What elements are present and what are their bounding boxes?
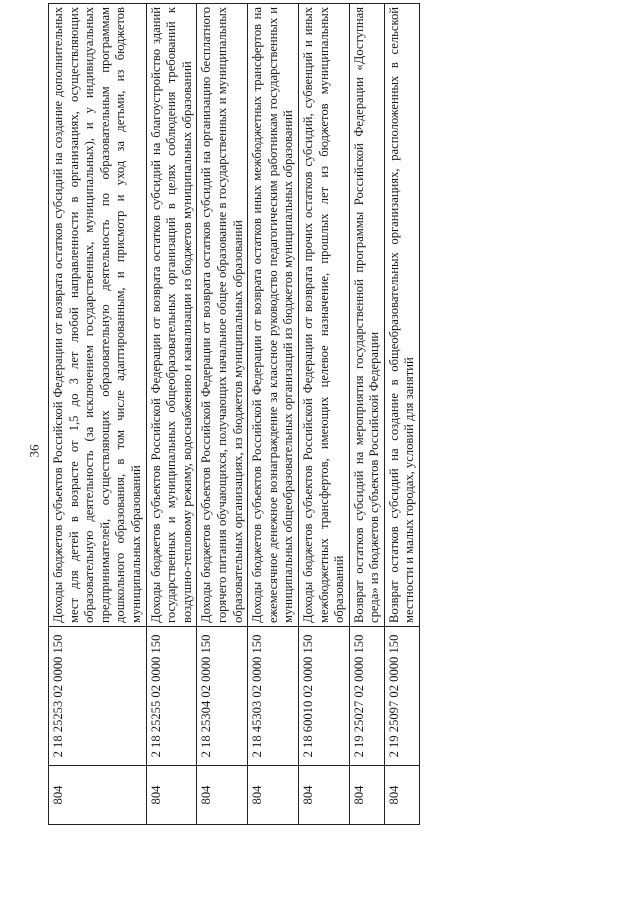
admin-code-cell: 804: [298, 766, 349, 825]
description-cell: Доходы бюджетов субъектов Российской Федерации от возврата остатков субсидий на благоустройство зданий государственных и муниципальных общеобразовательных организаций в целях соблюдения требований к воздушно-тепловому режиму, водоснабжению и канализации из бюджетов муниципальных образований: [146, 4, 197, 627]
description-cell: Доходы бюджетов субъектов Российской Федерации от возврата остатков иных межбюджетных трансфертов на ежемесячное денежное вознаграждение за классное руководство педагогическим работникам государственных и муниципальных общеобразовательных организаций из бюджетов муниципальных образований: [248, 4, 299, 627]
table-row: [349, 4, 384, 825]
table-row: [146, 4, 197, 825]
admin-code-cell: 804: [197, 766, 248, 825]
budget-code-cell: 2 18 45303 02 0000 150: [248, 627, 299, 766]
page-number-text: 36: [26, 444, 41, 458]
table-row: [248, 4, 299, 825]
description-cell: Доходы бюджетов субъектов Российской Федерации от возврата остатков субсидий на организацию бесплатного горячего питания обучающихся, получающих начальное общее образование в государственных и муниципальных образовательных организациях, из бюджетов муниципальных образований: [197, 4, 248, 627]
description-cell: Доходы бюджетов субъектов Российской Федерации от возврата прочих остатков субсидий, субвенций и иных межбюджетных трансфертов, имеющих целевое назначение, прошлых лет из бюджетов муниципальных образований: [298, 4, 349, 627]
admin-code-cell: 804: [349, 766, 384, 825]
budget-code-cell: 2 19 25097 02 0000 150: [384, 627, 419, 766]
table-row: [197, 4, 248, 825]
admin-code-cell: 804: [248, 766, 299, 825]
budget-code-cell: 2 18 25255 02 0000 150: [146, 627, 197, 766]
description-cell: Доходы бюджетов субъектов Российской Федерации от возврата остатков субсидий на создание дополнительных мест для детей в возрасте от 1,5 до 3 лет любой направленности в организациях, осуществляющих образовательную деятельность (за исключением государственных, муниципальных), и у индивидуальных предпринимателей, осуществляющих образовательную деятельность по образовательным программам дошкольного образования, в том числе адаптированным, и присмотр и уход за детьми, из бюджетов муниципальных образований: [49, 4, 147, 627]
budget-code-cell: 2 18 25253 02 0000 150: [49, 627, 147, 766]
description-cell: Возврат остатков субсидий на создание в общеобразовательных организациях, расположенных в сельской местности и малых городах, условий для занятий: [384, 4, 419, 627]
budget-code-cell: 2 18 25304 02 0000 150: [197, 627, 248, 766]
admin-code-cell: 804: [384, 766, 419, 825]
budget-code-cell: 2 18 60010 02 0000 150: [298, 627, 349, 766]
rotated-table-frame: [48, 7, 558, 825]
page-number: [22, 436, 46, 466]
admin-code-cell: 804: [146, 766, 197, 825]
description-cell: Возврат остатков субсидий на мероприятия государственной программы Российской Федерации «Доступная среда» из бюджетов субъектов Российской Федерации: [349, 4, 384, 627]
table-row: [384, 4, 419, 825]
budget-codes-table: [48, 3, 420, 825]
table-row: [298, 4, 349, 825]
table-row: [49, 4, 147, 825]
admin-code-cell: 804: [49, 766, 147, 825]
budget-code-cell: 2 19 25027 02 0000 150: [349, 627, 384, 766]
